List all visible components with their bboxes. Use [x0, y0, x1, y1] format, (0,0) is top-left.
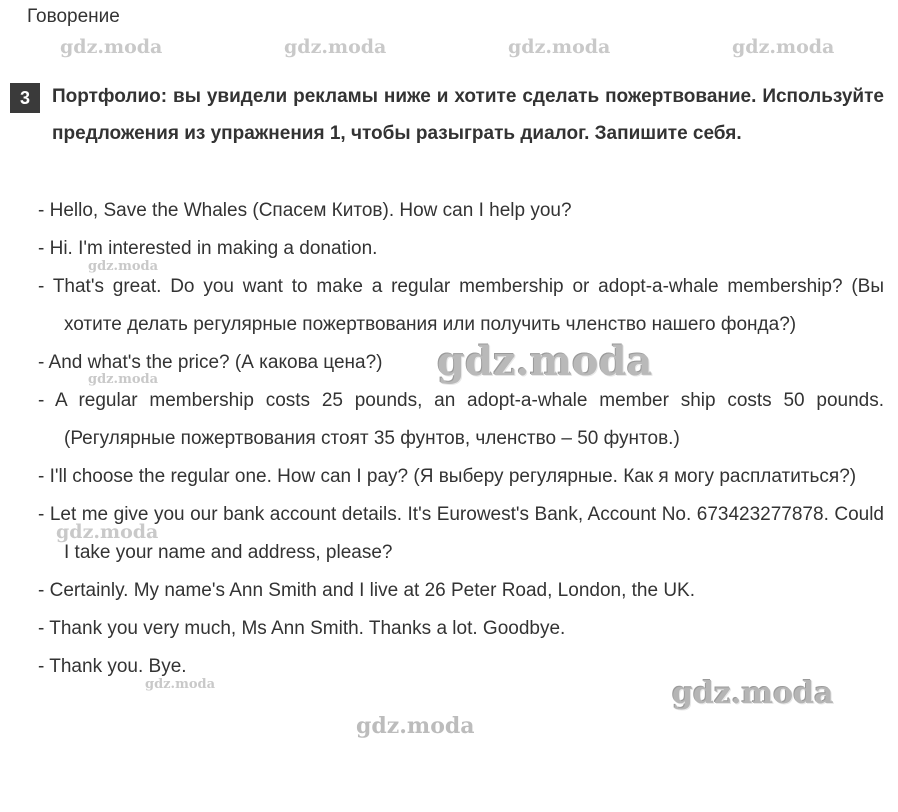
watermark: gdz.moda [732, 36, 835, 58]
watermark: gdz.moda [437, 338, 653, 385]
dialog [38, 192, 884, 686]
dialog-line: - Hi. I'm interested in making a donation. [38, 238, 378, 259]
dialog-line: - Let me give you our bank account details. It's Eurowest's Bank, Account No. 673423277878. Could I take your name and address, please? [38, 504, 884, 563]
dialog-line: - Hello, Save the Whales (Спасем Китов). How can I help you? [38, 200, 572, 221]
dialog-line: - Thank you very much, Ms Ann Smith. Thanks a lot. Goodbye. [38, 618, 566, 639]
dialog-line: - Certainly. My name's Ann Smith and I live at 26 Peter Road, London, the UK. [38, 580, 696, 601]
dialog-line: - I'll choose the regular one. How can I pay? (Я выберу регулярные. Как я могу расплатиться?) [38, 466, 857, 487]
watermark: gdz.moda [88, 259, 159, 274]
watermark: gdz.moda [88, 372, 159, 387]
watermark: gdz.moda [672, 676, 834, 711]
section-title: Говорение [27, 6, 120, 27]
dialog-line: - And what's the price? (А какова цена?) [38, 352, 383, 373]
watermark: gdz.moda [56, 521, 159, 543]
task-number-badge: 3 [10, 83, 40, 113]
watermark: gdz.moda [508, 36, 611, 58]
watermark: gdz.moda [145, 677, 216, 692]
watermark: gdz.moda [60, 36, 163, 58]
dialog-line: - Thank you. Bye. [38, 656, 187, 677]
watermark: gdz.moda [356, 713, 475, 739]
task-instruction: Портфолио: вы увидели рекламы ниже и хотите сделать пожертвование. Используйте предложения из упражнения 1, чтобы разыграть диалог. Запишите себя. [52, 86, 884, 144]
watermark: gdz.moda [284, 36, 387, 58]
dialog-line: - That's great. Do you want to make a regular membership or adopt-a-whale membership? (Вы хотите делать регулярные пожертвования или получить членство нашего фонда?) [38, 276, 884, 335]
dialog-line: - A regular membership costs 25 pounds, an adopt-a-whale member ship costs 50 pounds. (Регулярные пожертвования стоят 35 фунтов, членство – 50 фунтов.) [38, 390, 884, 449]
